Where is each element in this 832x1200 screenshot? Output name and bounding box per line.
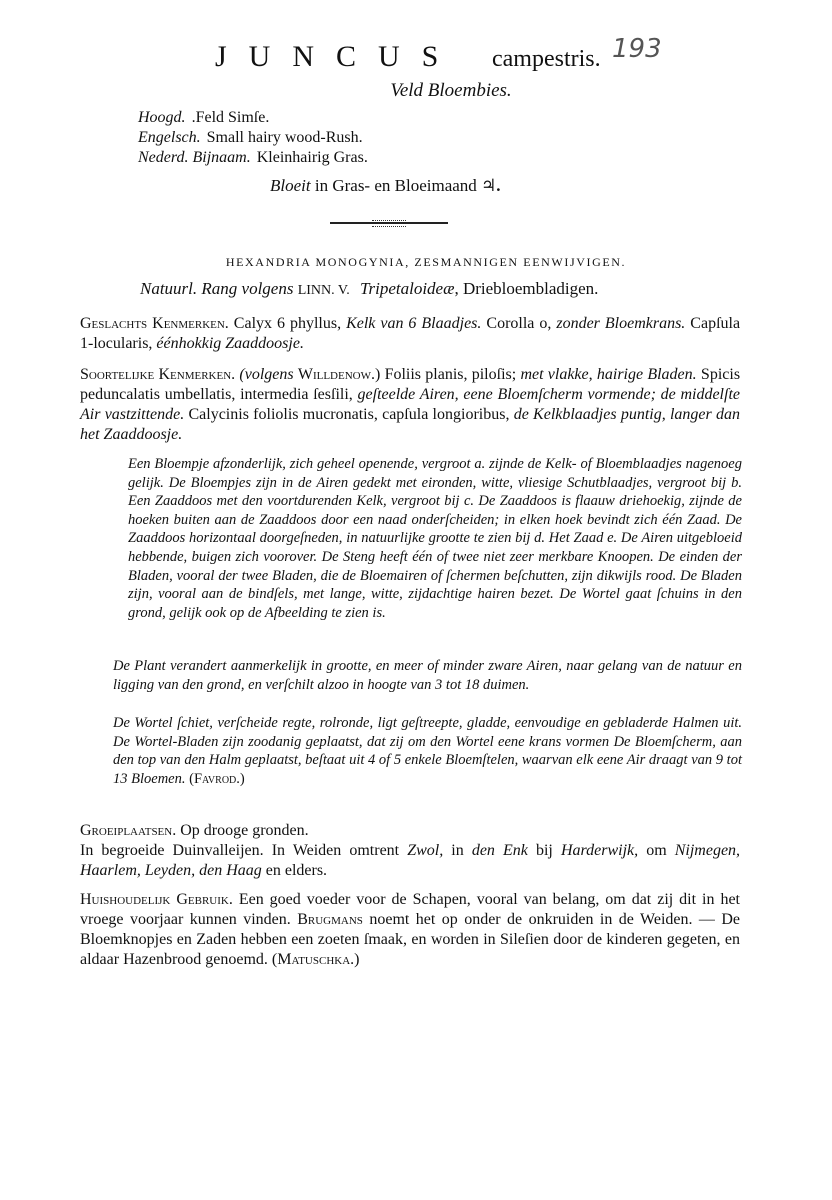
lang-label: Engelsch.	[138, 129, 201, 146]
text-run: Calycinis foliolis mucronatis, capſula longioribus,	[188, 406, 510, 423]
soortelijke-label: Soortelijke Kenmerken.	[80, 366, 236, 383]
common-name: Veld Bloembies.	[390, 80, 512, 101]
text-run: met vlakke, hairige Bladen.	[520, 366, 697, 383]
lang-label: Hoogd.	[138, 109, 186, 126]
geslachts-kenmerken	[80, 314, 740, 354]
place-name: den Enk	[471, 842, 528, 859]
perennial-symbol: ♃.	[481, 176, 501, 195]
text-run: Calyx 6 phyllus,	[233, 315, 342, 332]
genus-title: JUNCUS	[215, 40, 461, 73]
text-run: en elders.	[265, 862, 328, 879]
lang-label: Nederd. Bijnaam.	[138, 149, 251, 166]
place-name: Zwol,	[407, 842, 444, 859]
text-run: Spicis peduncalatis umbellatis, intermedia ſesſili,	[80, 366, 741, 403]
description-paragraph-1: Een Bloempje afzonderlijk, zich geheel openende, vergroot a. zijnde de Kelk- of Bloemblaadjes nagenoeg gelijk. De Bloempjes zijn in de Airen gedekt met eironden, witte, vliesige Schutblaadjes, vergroot bij b. Een Zaaddoos met den voortdurenden Kelk, vergroot bij c. De Zaaddoos is flaauw driehoekig, zijnde de hoeken buiten aan de Zaaddoos door een naad onderſcheiden; in elken hoek bevindt zich één Zaad. De Zaaddoos horizontaal doorgeſneden, in natuurlijke grootte te zien bij d. Het Zaad e. De Airen uitgebloeid hebbende, buigen zich voorover. De Steng heeft één of twee niet zeer merkbare Knoopen. De einden der Bladen, vooral der twee Bladen, die de Bloemairen of ſchermen beſchutten, zijn dikwijls rood. De Bladen zijn, vooral aan de bindſels, met lange, witte, zijdachtige hairen bezet. De Wortel gaat ſchuins in den grond, gelijk ook op de Afbeelding te zien is.	[128, 456, 742, 621]
text-run: Corolla o,	[486, 315, 552, 332]
text-run: Foliis planis, piloſis;	[384, 366, 517, 383]
vernacular-names	[138, 108, 368, 168]
text-run: Capſula 1-locularis,	[80, 315, 741, 352]
text-run: de Kelkblaadjes puntig, langer dan het Zaaddoosje.	[80, 406, 740, 443]
text-run: In begroeide Duinvalleijen. In Weiden omtrent	[80, 842, 400, 859]
author-citation: (Favrod.)	[189, 770, 245, 787]
text-run: Willdenow.)	[297, 366, 381, 383]
flowering-time	[270, 176, 501, 196]
name-row-dutch	[138, 148, 368, 168]
text-run: Op drooge gronden.	[180, 822, 309, 839]
rank-order: Tripetaloideæ	[359, 279, 455, 298]
groeiplaatsen-label: Groeiplaatsen.	[80, 822, 177, 839]
description-paragraph-2: De Plant verandert aanmerkelijk in grootte, en meer of minder zware Airen, naar gelang van de natuur en ligging van den grond, en verſchilt alzoo in hoogte van 3 tot 18 duimen.	[113, 658, 742, 693]
bloeit-label: Bloeit	[270, 176, 311, 195]
text-run: Kelk van 6 Blaadjes.	[346, 315, 482, 332]
bloeit-text: in Gras- en Bloeimaand	[314, 176, 477, 195]
classification-heading: HEXANDRIA MONOGYNIA, ZESMANNIGEN EENWIJVIGEN.	[225, 255, 627, 269]
handwritten-page-number: 193	[612, 34, 662, 64]
place-name: Nijmegen, Haarlem, Leyden, den Haag	[80, 842, 741, 879]
text-run: (volgens	[239, 366, 294, 383]
text-run: éénhokkig Zaaddoosje.	[156, 335, 304, 352]
rank-linn: LINN. V.	[297, 283, 350, 298]
author-citation: (Matuschka.)	[271, 951, 360, 968]
rank-dutch: , Driebloembladigen.	[454, 279, 599, 298]
text-run: om	[646, 842, 667, 859]
ornamental-rule	[330, 222, 448, 224]
name-row-english	[138, 128, 368, 148]
groeiplaatsen	[80, 821, 740, 881]
text-run: in	[451, 842, 464, 859]
name-value: .Feld Simſe.	[191, 109, 270, 126]
geslachts-label: Geslachts Kenmerken.	[80, 315, 229, 332]
text-run: zonder Bloemkrans.	[556, 315, 686, 332]
text-run: De Wortel ſchiet, verſcheide regte, rolronde, ligt geſtreepte, gladde, eenvoudige en gebladerde Halmen uit. De Wortel-Bladen zijn zoodanig geplaatst, dat zij om den Wortel eene krans vormen De Bloemſcherm, aan den top van den Halm geplaatst, beſtaat uit 4 of 5 enkele Bloemſtelen, waarvan elk eene Air draagt van 9 tot 13 Bloemen.	[113, 715, 742, 787]
soortelijke-kenmerken	[80, 365, 740, 445]
text-run: geſteelde Airen, eene Bloemſcherm vormende; de middelſte Air vastzittende.	[80, 386, 740, 423]
author-name: Brugmans	[297, 911, 363, 928]
place-name: Harderwijk,	[560, 842, 639, 859]
huishoudelijk-label: Huishoudelijk Gebruik.	[80, 891, 233, 908]
name-value: Kleinhairig Gras.	[256, 149, 368, 166]
text-run: noemt het op onder de onkruiden in de Weiden. — De Bloemknopjes en Zaden hebben een zoeten ſmaak, en worden in Sileſien door de kinderen gegeten, en aldaar Hazenbrood genoemd.	[80, 911, 741, 968]
huishoudelijk-gebruik	[80, 890, 740, 970]
species-name: campestris.	[492, 46, 601, 72]
natural-rank	[140, 279, 604, 299]
rank-label: Natuurl. Rang volgens	[140, 279, 294, 298]
text-run: Een goed voeder voor de Schapen, vooral van belang, om dat zij dit in het vroege voorjaar kunnen vinden.	[80, 891, 740, 928]
description-paragraph-3	[113, 714, 742, 788]
text-run: bij	[535, 842, 553, 859]
name-row-german	[138, 108, 368, 128]
name-value: Small hairy wood-Rush.	[206, 129, 363, 146]
